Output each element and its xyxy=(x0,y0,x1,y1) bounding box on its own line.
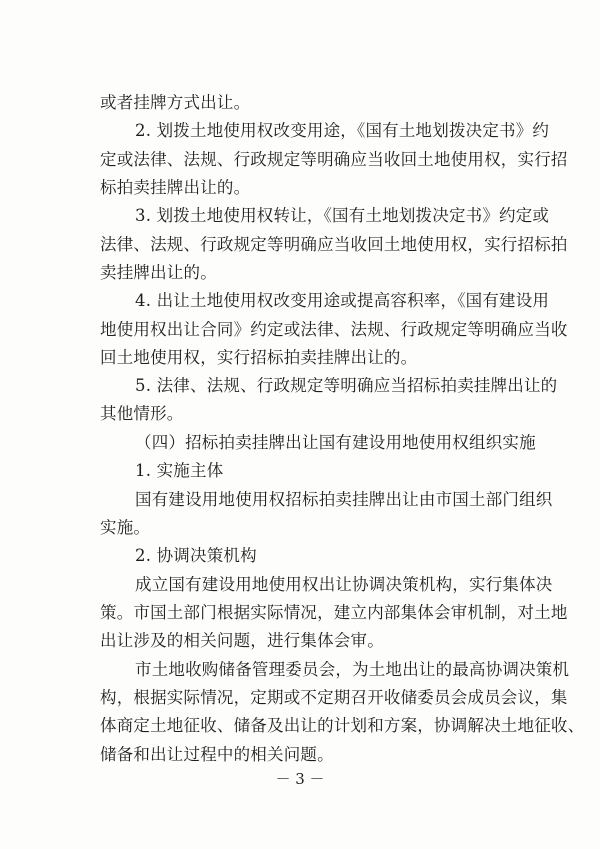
body-line: 2. 划拨土地使用权改变用途，《国有土地划拨决定书》约 xyxy=(135,121,550,140)
body-line: 或者挂牌方式出让。 xyxy=(100,93,251,112)
body-line: 4. 出让土地使用权改变用途或提高容积率，《国有建设用 xyxy=(135,291,550,310)
body-line: 卖挂牌出让的。 xyxy=(100,263,217,282)
body-line: 定或法律、法规、行政规定等明确应当收回土地使用权，实行招 xyxy=(100,150,568,169)
section-heading: （四）招标拍卖挂牌出让国有建设用地使用权组织实施 xyxy=(135,433,536,452)
body-line: 5. 法律、法规、行政规定等明确应当招标拍卖挂牌出让的 xyxy=(135,376,558,395)
body-line: 国有建设用地使用权招标拍卖挂牌出让由市国土部门组织 xyxy=(135,490,553,509)
subsection-heading: 1. 实施主体 xyxy=(135,461,224,480)
body-line: 策。市国土部门根据实际情况，建立内部集体会审机制，对土地 xyxy=(100,603,568,622)
body-line: 其他情形。 xyxy=(100,404,184,423)
body-line: 标拍卖挂牌出让的。 xyxy=(100,178,251,197)
body-line: 地使用权出让合同》约定或法律、法规、行政规定等明确应当收 xyxy=(100,320,568,339)
body-line: 法律、法规、行政规定等明确应当收回土地使用权，实行招标拍 xyxy=(100,235,568,254)
subsection-heading: 2. 协调决策机构 xyxy=(135,546,257,565)
body-line: 出让涉及的相关问题，进行集体会审。 xyxy=(100,631,384,650)
body-line: 回土地使用权，实行招标拍卖挂牌出让的。 xyxy=(100,348,418,367)
body-line: 构，根据实际情况，定期或不定期召开收储委员会成员会议，集 xyxy=(100,688,568,707)
body-line: 实施。 xyxy=(100,518,151,537)
body-line: 储备和出让过程中的相关问题。 xyxy=(100,745,334,764)
body-line: 体商定土地征收、储备及出让的计划和方案，协调解决土地征收、 xyxy=(100,716,585,735)
page-number: － 3 － xyxy=(275,770,325,788)
body-line: 成立国有建设用地使用权出让协调决策机构，实行集体决 xyxy=(135,575,553,594)
body-line: 3. 划拨土地使用权转让，《国有土地划拨决定书》约定或 xyxy=(135,206,550,225)
body-line: 市土地收购储备管理委员会，为土地出让的最高协调决策机 xyxy=(135,660,570,679)
